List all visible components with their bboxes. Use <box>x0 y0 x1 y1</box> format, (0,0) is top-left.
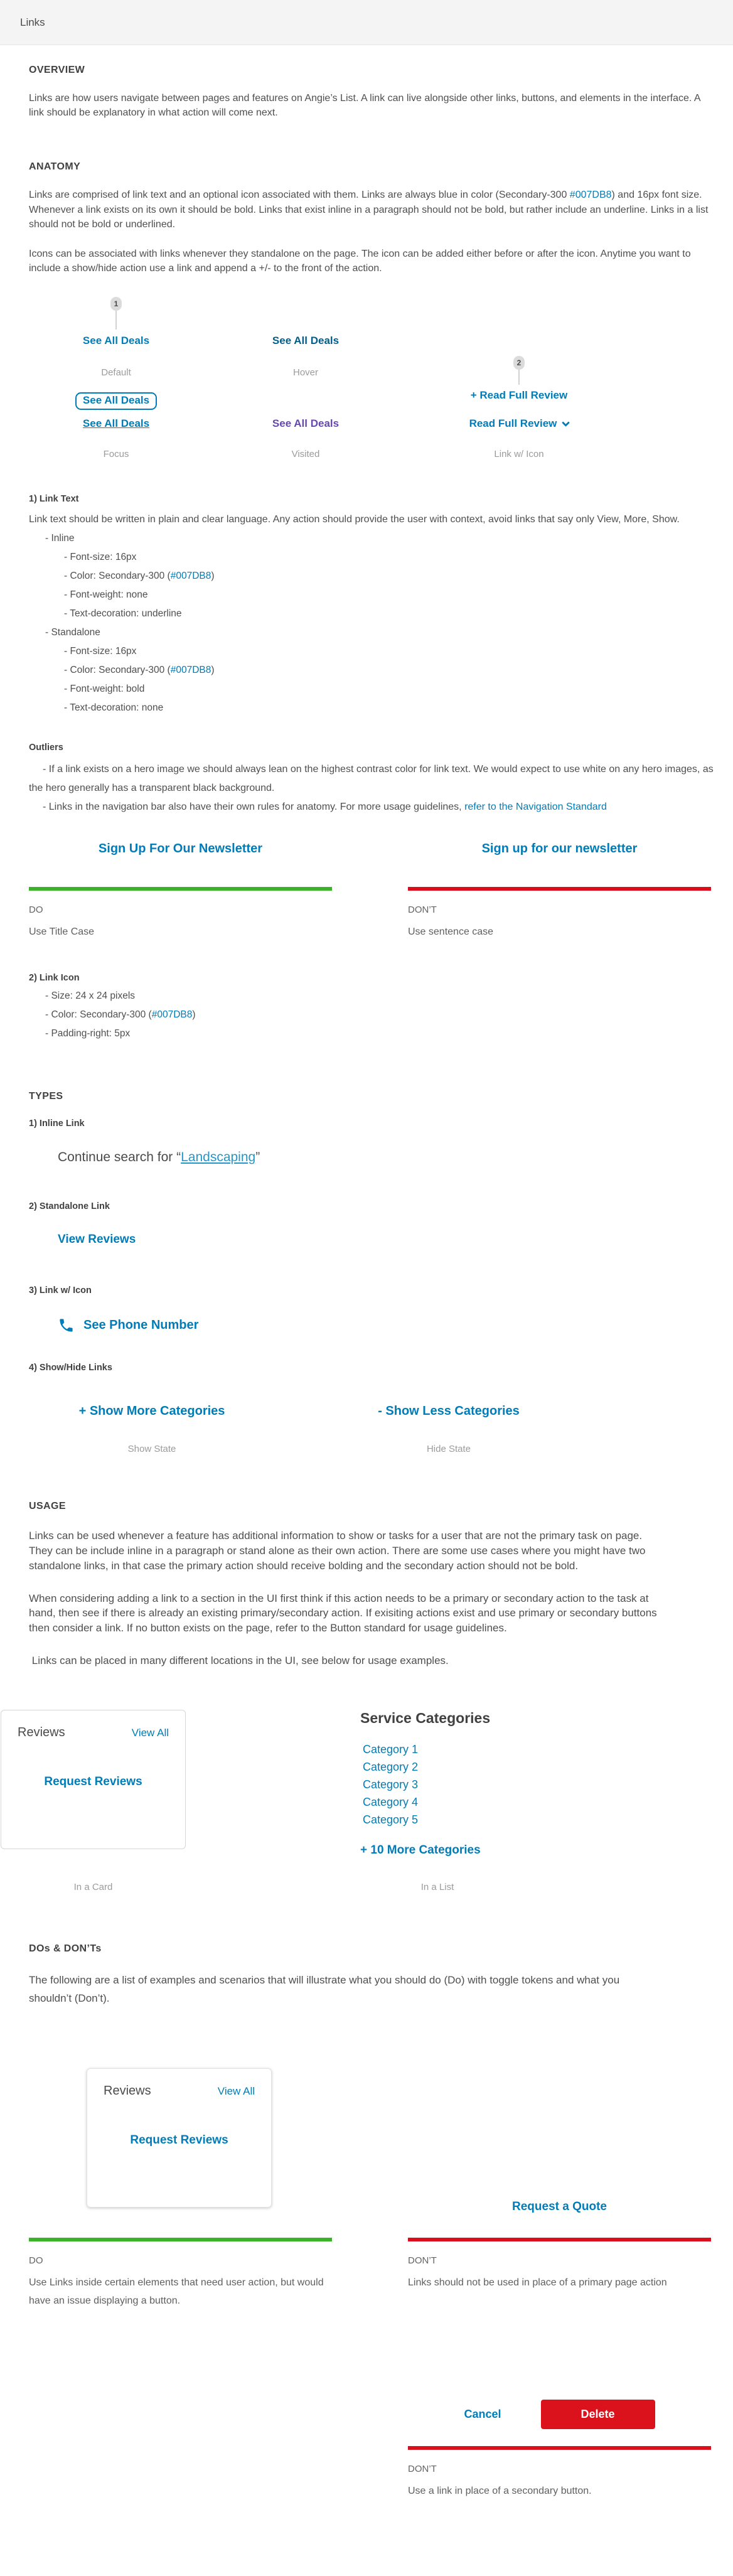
bullet-item <box>29 661 714 680</box>
bullet-item <box>29 680 714 699</box>
row1-do-example <box>29 2068 332 2238</box>
row2-empty-column <box>29 2383 332 2501</box>
bullet-hex: #007DB8 <box>170 665 211 676</box>
bullet-text: - Color: Secondary-300 ( <box>64 665 171 676</box>
bullet-item <box>29 586 714 604</box>
bullet-text: - Font-size: 16px <box>64 646 137 657</box>
icon-link-plus-wrap <box>403 389 635 402</box>
hide-state-item <box>355 1404 543 1454</box>
link-states-diagram <box>0 293 714 484</box>
bullet-text: - Text-decoration: underline <box>64 608 182 620</box>
default-link[interactable]: See All Deals <box>82 335 150 347</box>
link-text-heading: 1) Link Text <box>29 494 79 505</box>
show-state-item <box>58 1404 246 1454</box>
dont-desc: Use a link in place of a secondary button. <box>408 2485 592 2496</box>
bullet-text: - Inline <box>45 533 75 544</box>
bullet-text: ) <box>192 1009 196 1021</box>
delete-button[interactable]: Delete <box>541 2400 655 2429</box>
section-dos-donts <box>29 1943 714 2576</box>
bullet-text: ) <box>211 571 215 582</box>
usage-heading: USAGE <box>29 1501 66 1512</box>
outlier-item-2 <box>29 798 714 817</box>
in-a-list-label: In a List <box>420 1881 454 1892</box>
view-reviews-link[interactable]: View Reviews <box>58 1233 136 1247</box>
callout-1-badge: 1 <box>110 297 122 311</box>
usage-examples <box>0 1710 714 1898</box>
bottom-spacer <box>29 2501 714 2576</box>
see-phone-number-link[interactable]: See Phone Number <box>83 1318 199 1333</box>
newsletter-do-example <box>29 837 332 887</box>
dont-desc: Use sentence case <box>408 926 494 938</box>
bullet-text: - Color: Secondary-300 ( <box>64 571 171 582</box>
state-visited <box>190 417 422 430</box>
card-title: Reviews <box>104 2084 151 2098</box>
show-state-label: Show State <box>127 1444 176 1455</box>
in-a-card-label: In a Card <box>73 1881 113 1892</box>
card-title: Reviews <box>18 1725 65 1739</box>
link-icon-heading: 2) Link Icon <box>29 973 80 984</box>
section-usage <box>18 1501 714 1898</box>
show-hide-examples <box>29 1404 714 1454</box>
category-link[interactable]: Category 3 <box>363 1778 419 1791</box>
row2-dont-column <box>408 2383 711 2501</box>
visited-link[interactable]: See All Deals <box>272 417 340 430</box>
link-text-body: Link text should be written in plain and clear language. Any action should provide the user with context, avoid links that say only View, More, Show. <box>29 514 680 525</box>
bullet-item <box>29 987 714 1006</box>
plus-read-full-review-link[interactable]: + Read Full Review <box>470 389 568 402</box>
read-full-review-link[interactable]: Read Full Review <box>469 417 557 430</box>
callout-2-badge: 2 <box>513 356 525 370</box>
bullet-item <box>29 642 714 661</box>
standalone-link-example <box>58 1233 714 1247</box>
card-action <box>104 2133 255 2147</box>
outliers-heading: Outliers <box>29 743 63 753</box>
show-less-categories-link[interactable]: - Show Less Categories <box>378 1404 520 1419</box>
do-desc: Use Links inside certain elements that need user action, but would have an issue displaying a button. <box>29 2277 324 2306</box>
chevron-down-icon <box>562 419 570 427</box>
bullet-hex: #007DB8 <box>170 571 211 582</box>
bullet-text: - Size: 24 x 24 pixels <box>45 990 136 1002</box>
types-heading: TYPES <box>29 1091 63 1102</box>
newsletter-dodont <box>29 837 714 942</box>
hide-state-label: Hide State <box>426 1444 471 1455</box>
callout-2-stem <box>518 370 520 385</box>
usage-paragraph-3: Links can be placed in many different locations in the UI, see below for usage examples. <box>29 1654 449 1666</box>
more-categories-link[interactable]: + 10 More Categories <box>360 1843 481 1857</box>
content <box>0 65 733 2576</box>
default-label: Default <box>101 367 131 378</box>
overview-heading: OVERVIEW <box>29 65 85 75</box>
bullet-item <box>29 604 714 623</box>
do-bar <box>29 887 332 891</box>
link-w-icon-label: Link w/ Icon <box>494 449 544 460</box>
landscaping-link[interactable]: Landscaping <box>181 1150 256 1165</box>
newsletter-do-column <box>29 837 332 942</box>
phone-icon <box>58 1317 75 1334</box>
anatomy-p1-hex: #007DB8 <box>569 190 612 201</box>
dont-label: DON’T <box>408 2463 437 2474</box>
bullet-item <box>29 567 714 586</box>
do-desc: Use Title Case <box>29 926 95 938</box>
usage-paragraph-1: Links can be used whenever a feature has additional information to show or tasks for a user that are not the primary task on page. They can be include inline in a paragraph or stand alone as their own action. There are some use cases where you might have two standalone links, in that case the primary action should receive bolding and the secondary action should not be bold. <box>29 1530 649 1572</box>
bullet-item <box>29 548 714 567</box>
bullet-hex: #007DB8 <box>151 1009 193 1021</box>
outlier-item-1: - If a link exists on a hero image we should always lean on the highest contrast color for link text. We would expect to use white on any hero images, as the hero generally has a transparent black background. <box>29 764 714 794</box>
card-action <box>18 1775 169 1789</box>
do-bar <box>29 2238 332 2241</box>
state-hover <box>190 335 422 347</box>
icon-link-chevron-wrap <box>403 417 635 430</box>
row2-dont-example <box>408 2383 711 2446</box>
anatomy-paragraph-2: Icons can be associated with links whenever they standalone on the page. The icon can be added either before or after the icon. Anytime you want to include a show/hide action use a link and append a +/- to the front of the action. <box>29 248 691 274</box>
view-all-link[interactable]: View All <box>131 1726 169 1739</box>
category-link[interactable]: Category 4 <box>363 1795 419 1808</box>
navigation-standard-link[interactable]: refer to the Navigation Standard <box>464 802 607 813</box>
inline-example-text: Continue search for “ <box>58 1150 181 1165</box>
anatomy-heading: ANATOMY <box>29 161 81 173</box>
focus-link-underlined[interactable]: See All Deals <box>82 417 150 430</box>
inline-example-text-2: ” <box>255 1150 260 1165</box>
service-categories-list <box>360 1710 515 1857</box>
show-hide-links-label: 4) Show/Hide Links <box>29 1363 112 1373</box>
standalone-link-label: 2) Standalone Link <box>29 1201 110 1212</box>
outlier-text: - Links in the navigation bar also have their own rules for anatomy. For more usage guidelines, <box>43 802 465 813</box>
row1-do-column <box>29 2068 332 2310</box>
row1-dont-column <box>408 2068 711 2310</box>
inline-link-label: 1) Inline Link <box>29 1119 85 1129</box>
bullet-text: - Padding-right: 5px <box>45 1028 131 1039</box>
anatomy-p1-text: Links are comprised of link text and an optional icon associated with them. Links are always blue in color (Secondary-300 <box>29 190 570 201</box>
reviews-card <box>1 1710 186 1849</box>
bullet-text: - Standalone <box>45 627 100 638</box>
bullet-item <box>29 1024 714 1043</box>
section-anatomy <box>29 161 714 1043</box>
page-title: Links <box>20 16 45 28</box>
section-overview <box>29 65 714 120</box>
card-header <box>18 1725 169 1740</box>
card-header <box>104 2084 255 2098</box>
bullet-item <box>29 699 714 717</box>
dont-label: DON’T <box>408 2255 437 2267</box>
request-a-quote-link[interactable]: Request a Quote <box>512 2200 607 2214</box>
row1-dont-example <box>408 2068 711 2238</box>
bullet-text: - Color: Secondary-300 ( <box>45 1009 152 1021</box>
bullet-item <box>29 623 714 642</box>
overview-body: Links are how users navigate between pages and features on Angie’s List. A link can live alongside other links, buttons, and elements in the interface. A link should be explanatory in what action will come next. <box>29 93 700 119</box>
bullet-text: - Font-weight: none <box>64 589 148 601</box>
bullet-text: - Font-weight: bold <box>64 684 145 695</box>
cancel-link[interactable]: Cancel <box>464 2408 501 2421</box>
dos-donts-intro: The following are a list of examples and scenarios that will illustrate what you should do (Do) with toggle tokens and what you shouldn’t (Don’t). <box>29 1973 623 2005</box>
link-w-icon-type-label: 3) Link w/ Icon <box>29 1285 92 1296</box>
newsletter-do-link[interactable]: Sign Up For Our Newsletter <box>98 842 263 856</box>
link-text-bullets <box>29 529 714 717</box>
bullet-text: - Font-size: 16px <box>64 552 137 563</box>
focus-ring-wrap <box>0 392 232 410</box>
dont-bar <box>408 887 711 891</box>
dont-bar <box>408 2238 711 2241</box>
dos-donts-heading: DOs & DON’Ts <box>29 1943 102 1954</box>
section-types <box>29 1091 714 1454</box>
request-reviews-link[interactable]: Request Reviews <box>44 1774 142 1788</box>
dont-label: DON’T <box>408 904 437 916</box>
do-label: DO <box>29 904 43 916</box>
dodont-row-2 <box>29 2383 714 2501</box>
visited-label: Visited <box>291 449 320 460</box>
bullet-text: - Text-decoration: none <box>64 702 164 714</box>
category-link[interactable]: Category 1 <box>363 1742 419 1756</box>
reviews-card-do <box>87 2068 272 2208</box>
bullet-item <box>29 1006 714 1024</box>
anatomy-paragraph-1 <box>29 188 714 232</box>
hover-label: Hover <box>292 367 318 378</box>
dont-bar <box>408 2446 711 2450</box>
usage-paragraph-2: When considering adding a link to a section in the UI first think if this action needs to be a primary or secondary action to the task at hand, then see if there is already an existing primary/secondary action. If exisiting actions exist and use primary or secondary buttons then consider a link. If no button exists on the page, refer to the Button standard for usage guidelines. <box>29 1592 660 1634</box>
focus-label: Focus <box>103 449 129 460</box>
request-reviews-link[interactable]: Request Reviews <box>130 2133 228 2147</box>
dodont-row-1 <box>29 2068 714 2310</box>
bullet-text: ) <box>211 665 215 676</box>
view-all-link[interactable]: View All <box>217 2085 255 2098</box>
do-label: DO <box>29 2255 43 2267</box>
link-icon-bullets <box>29 987 714 1043</box>
category-links <box>363 1741 515 1828</box>
dont-desc: Links should not be used in place of a primary page action <box>408 2277 667 2289</box>
newsletter-dont-column <box>408 837 711 942</box>
focus-link-boxed[interactable]: See All Deals <box>82 394 150 407</box>
newsletter-dont-example <box>408 837 711 887</box>
list-title: Service Categories <box>360 1709 491 1726</box>
bullet-item <box>29 529 714 548</box>
hover-link[interactable]: See All Deals <box>272 335 340 347</box>
inline-link-example <box>58 1150 714 1165</box>
category-link[interactable]: Category 5 <box>363 1813 419 1826</box>
anatomy-p1-text-2: ) and 16px font size. Whenever a link exists on its own it should be bold. Links that exist inline in a paragraph should not be bold, but rather include an underline. Links in a list should not be bold or underlined. <box>29 190 709 230</box>
category-link[interactable]: Category 2 <box>363 1760 419 1773</box>
newsletter-dont-link[interactable]: Sign up for our newsletter <box>481 842 638 856</box>
focus-ring <box>75 392 157 410</box>
callout-1-stem <box>115 311 117 330</box>
anatomy-callout-2 <box>403 356 635 385</box>
page-header <box>0 0 733 45</box>
anatomy-callout-1 <box>0 297 232 330</box>
show-more-categories-link[interactable]: + Show More Categories <box>78 1404 225 1419</box>
link-w-icon-example[interactable] <box>58 1317 714 1334</box>
